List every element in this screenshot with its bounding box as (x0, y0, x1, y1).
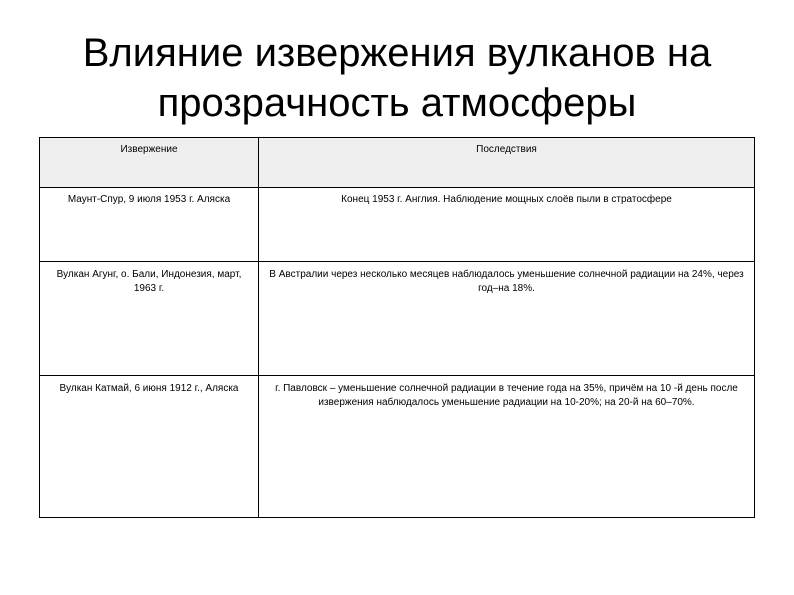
consequence-cell: г. Павловск – уменьшение солнечной радиации в течение года на 35%, причём на 10 -й день после извержения наблюдалось уменьшение радиации на 10-20%; на 20-й на 60–70%. (259, 376, 755, 518)
table-row (40, 376, 755, 518)
consequence-cell: В Австралии через несколько месяцев наблюдалось уменьшение солнечной радиации на 24%, через год–на 18%. (259, 262, 755, 376)
eruption-effects-table (39, 137, 755, 518)
table-row (40, 262, 755, 376)
column-header-eruption: Извержение (40, 138, 259, 188)
consequence-cell: Конец 1953 г. Англия. Наблюдение мощных слоёв пыли в стратосфере (259, 188, 755, 262)
column-header-consequences: Последствия (259, 138, 755, 188)
table-header-row (40, 138, 755, 188)
table-row (40, 188, 755, 262)
title-line-1: Влияние извержения вулканов на (82, 31, 712, 75)
eruption-cell: Маунт-Спур, 9 июля 1953 г. Аляска (40, 188, 259, 262)
page-title (20, 28, 774, 128)
eruption-cell: Вулкан Катмай, 6 июня 1912 г., Аляска (40, 376, 259, 518)
title-line-2: прозрачность атмосферы (157, 81, 637, 125)
eruption-cell: Вулкан Агунг, о. Бали, Индонезия, март, 1963 г. (40, 262, 259, 376)
